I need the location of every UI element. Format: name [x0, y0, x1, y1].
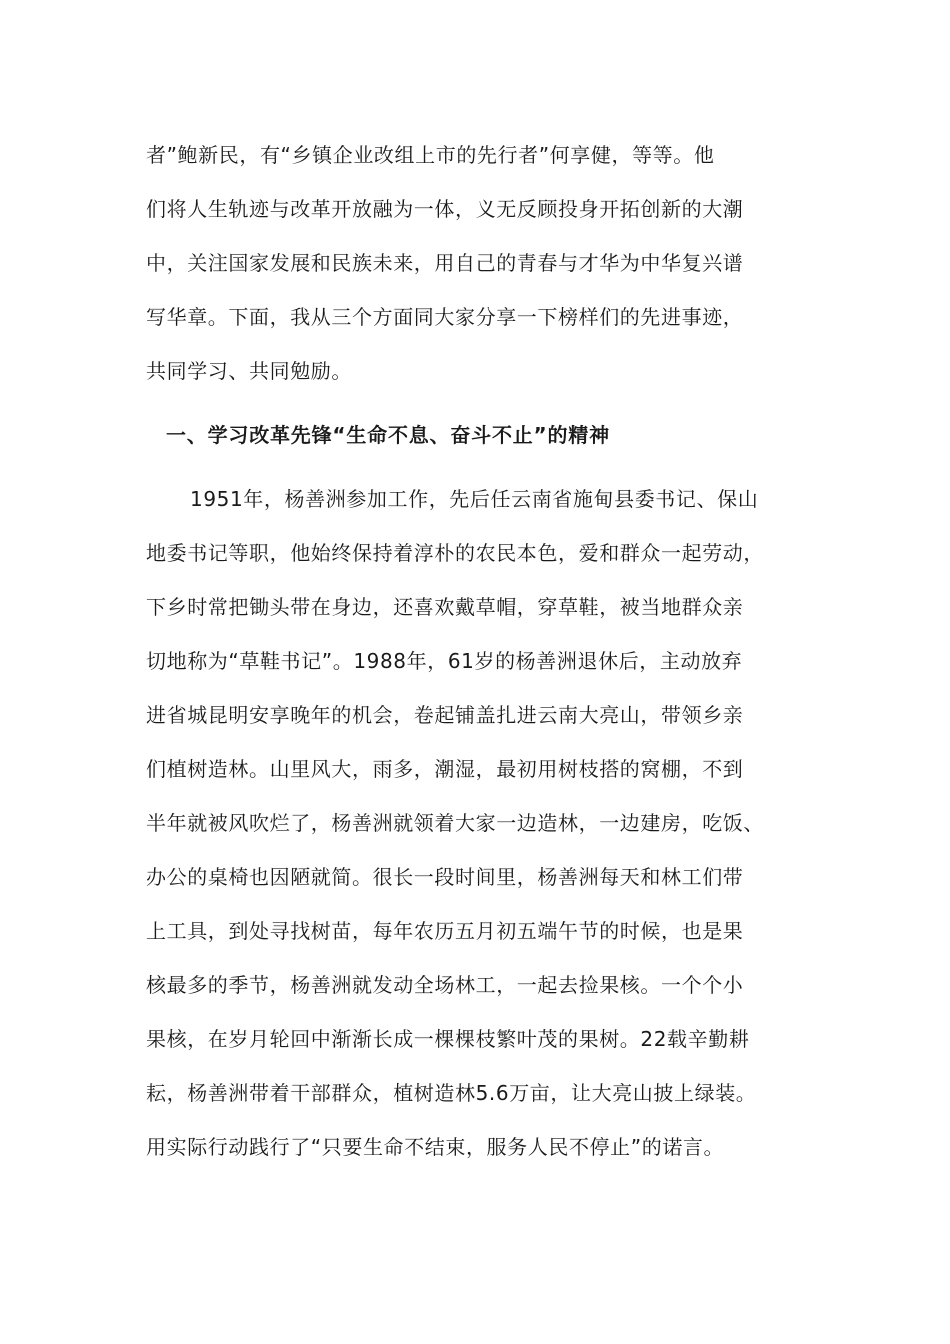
paragraph-line: 写华章。下面，我从三个方面同大家分享一下榜样们的先进事迹，: [146, 305, 744, 329]
spacer: [146, 398, 811, 408]
paragraph-line: 们将人生轨迹与改革开放融为一体，义无反顾投身开拓创新的大潮: [146, 197, 744, 221]
paragraph-line: 半年就被风吹烂了，杨善洲就领着大家一边造林，一边建房，吃饭、: [146, 811, 764, 835]
document-body: [146, 128, 811, 1174]
paragraph-line: 核最多的季节，杨善洲就发动全场林工，一起去捡果核。一个个小: [146, 973, 744, 997]
section-heading: 一、学习改革先锋“生命不息、奋斗不止”的精神: [166, 423, 610, 447]
paragraph-line: 办公的桌椅也因陋就简。很长一段时间里，杨善洲每天和林工们带: [146, 865, 744, 889]
paragraph-line: 切地称为“草鞋书记”。1988年，61岁的杨善洲退休后，主动放弃: [146, 649, 743, 673]
paragraph-line: 耘，杨善洲带着干部群众，植树造林5.6万亩，让大亮山披上绿装。: [146, 1081, 757, 1105]
paragraph-line: 中，关注国家发展和民族未来，用自己的青春与才华为中华复兴谱: [146, 251, 744, 275]
paragraph-line: 用实际行动践行了“只要生命不结束，服务人民不停止”的诺言。: [146, 1135, 725, 1159]
paragraph-line: 下乡时常把锄头带在身边，还喜欢戴草帽，穿草鞋，被当地群众亲: [146, 595, 744, 619]
paragraph-line: 上工具，到处寻找树苗，每年农历五月初五端午节的时候，也是果: [146, 919, 744, 943]
paragraph-line: 果核，在岁月轮回中渐渐长成一棵棵枝繁叶茂的果树。22载辛勤耕: [146, 1027, 750, 1051]
paragraph-line: 1951年，杨善洲参加工作，先后任云南省施甸县委书记、保山: [190, 487, 759, 511]
spacer: [146, 462, 811, 472]
paragraph-line: 地委书记等职，他始终保持着淳朴的农民本色，爱和群众一起劳动，: [146, 541, 764, 565]
paragraph-line: 共同学习、共同勉励。: [146, 359, 352, 383]
paragraph-line: 者”鲍新民，有“乡镇企业改组上市的先行者”何享健，等等。他: [146, 143, 715, 167]
paragraph-line: 们植树造林。山里风大，雨多，潮湿，最初用树枝搭的窝棚，不到: [146, 757, 744, 781]
paragraph-line: 进省城昆明安享晚年的机会，卷起铺盖扎进云南大亮山，带领乡亲: [146, 703, 744, 727]
